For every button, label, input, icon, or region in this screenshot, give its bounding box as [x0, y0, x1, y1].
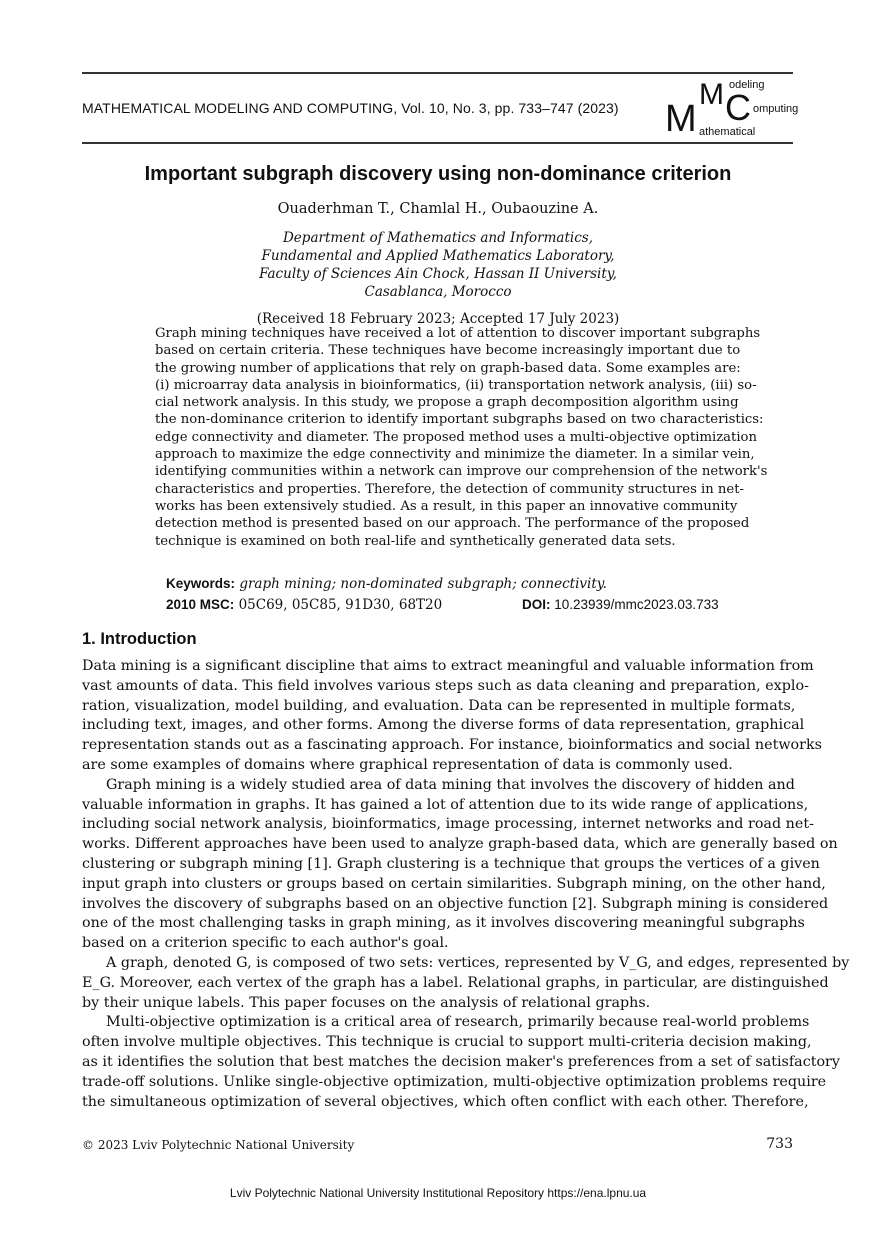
paragraph-line: ration, visualization, model building, and evaluation. Data can be represented in multiple formats, [82, 697, 796, 714]
affiliation-line: Faculty of Sciences Ain Chock, Hassan II University, [259, 266, 617, 282]
paragraph-line: are some examples of domains where graphical representation of data is commonly used. [82, 756, 733, 773]
abstract-line: based on certain criteria. These techniques have become increasingly important due to [155, 343, 741, 359]
logo-text: omputing [753, 103, 799, 115]
received-dates: (Received 18 February 2023; Accepted 17 July 2023) [256, 311, 620, 327]
paragraph-line: representation stands out as a fascinating approach. For instance, bioinformatics and social networks [82, 737, 822, 754]
paragraph-line: Graph mining is a widely studied area of data mining that involves the discovery of hidden and [106, 776, 795, 793]
paragraph-line: clustering or subgraph mining [1]. Graph clustering is a technique that groups the vertices of a given [82, 855, 820, 872]
paragraph-line: the simultaneous optimization of several objectives, which often conflict with each other. Therefore, [82, 1093, 809, 1110]
abstract-line: Graph mining techniques have received a lot of attention to discover important subgraphs [155, 326, 761, 341]
paragraph-line: often involve multiple objectives. This technique is crucial to support multi-criteria decision making, [82, 1034, 812, 1051]
journal-header: MATHEMATICAL MODELING AND COMPUTING, Vol. 10, No. 3, pp. 733–747 (2023) [82, 100, 619, 116]
authors: Ouaderhman T., Chamlal H., Oubaouzine A. [277, 201, 599, 217]
affiliation-line: Department of Mathematics and Informatics, [282, 230, 593, 246]
msc-value: 05C69, 05C85, 91D30, 68T20 [238, 597, 443, 613]
journal-logo [665, 78, 799, 140]
abstract-line: (i) microarray data analysis in bioinformatics, (ii) transportation network analysis, (iii) so- [155, 377, 757, 393]
logo-text: odeling [729, 79, 765, 91]
abstract [155, 325, 768, 550]
keywords-value: graph mining; non-dominated subgraph; connectivity. [239, 576, 607, 592]
affiliation-line: Fundamental and Applied Mathematics Laboratory, [261, 248, 615, 264]
abstract-line: technique is examined on both real-life and synthetically generated data sets. [155, 533, 676, 549]
abstract-line: approach to maximize the edge connectivity and minimize the diameter. In a similar vein, [155, 447, 755, 463]
paragraph-line: vast amounts of data. This field involves various steps such as data cleaning and preparation, explo- [82, 677, 809, 694]
abstract-line: detection method is presented based on our approach. The performance of the proposed [155, 516, 750, 532]
page-number: 733 [766, 1136, 793, 1152]
logo-letter: M [665, 98, 697, 140]
paragraph-line: by their unique labels. This paper focuses on the analysis of relational graphs. [82, 994, 651, 1011]
abstract-line: cial network analysis. In this study, we propose a graph decomposition algorithm using [155, 395, 739, 411]
keywords [166, 576, 607, 592]
affiliation-line: Casablanca, Morocco [364, 284, 512, 300]
paragraph-line: including text, images, and other forms. Among the diverse forms of data representation, graphical [82, 717, 805, 734]
paragraph-line: one of the most challenging tasks in graph mining, as it involves discovering meaningful subgraphs [82, 915, 805, 932]
abstract-line: identifying communities within a network can improve our comprehension of the network's [155, 464, 768, 480]
doi [522, 597, 719, 612]
logo-letter: C [725, 87, 751, 128]
paragraph-line: Data mining is a significant discipline that aims to extract meaningful and valuable information from [82, 658, 814, 674]
abstract-line: edge connectivity and diameter. The proposed method uses a multi-objective optimization [155, 429, 757, 445]
paragraph-line: including social network analysis, bioinformatics, image processing, internet networks and road net- [82, 816, 814, 833]
paragraph-line: valuable information in graphs. It has gained a lot of attention due to its wide range of applications, [82, 796, 809, 813]
paragraph-line: involves the discovery of subgraphs based on an objective function [2]. Subgraph mining is considered [82, 895, 829, 912]
paragraph-line: Multi-objective optimization is a critical area of research, primarily because real-world problems [106, 1014, 810, 1031]
doi-label: DOI: [522, 597, 551, 612]
abstract-line: the growing number of applications that rely on graph-based data. Some examples are: [155, 360, 741, 376]
abstract-line: works has been extensively studied. As a result, in this paper an innovative community [155, 498, 738, 514]
logo-text: athematical [699, 126, 756, 138]
copyright: © 2023 Lviv Polytechnic National University [82, 1138, 355, 1152]
paragraph-line: input graph into clusters or groups based on certain similarities. Subgraph mining, on the other hand, [82, 875, 826, 892]
logo-letter: M [699, 78, 724, 111]
repository-note: Lviv Polytechnic National University Institutional Repository https://ena.lpnu.ua [229, 1186, 647, 1200]
introduction-body [82, 657, 850, 1112]
msc [166, 597, 442, 613]
top-rule [82, 72, 793, 74]
doi-link[interactable]: 10.23939/mmc2023.03.733 [554, 597, 719, 612]
paragraph-line: trade-off solutions. Unlike single-objective optimization, multi-objective optimization problems require [82, 1073, 827, 1090]
paragraph-line: A graph, denoted G, is composed of two sets: vertices, represented by V_G, and edges, represented by [106, 954, 850, 971]
paragraph-line: works. Different approaches have been used to analyze graph-based data, which are generally based on [82, 836, 838, 853]
msc-label: 2010 MSC: [166, 597, 235, 612]
abstract-line: the non-dominance criterion to identify important subgraphs based on two characteristics: [155, 412, 764, 428]
paragraph-line: as it identifies the solution that best matches the decision maker's preferences from a set of satisfactory [82, 1053, 840, 1070]
header-bottom-rule [82, 142, 793, 144]
affiliation [0, 229, 876, 301]
paragraph-line: E_G. Moreover, each vertex of the graph has a label. Relational graphs, in particular, are distinguished [82, 974, 829, 991]
paper-title: Important subgraph discovery using non-dominance criterion [144, 163, 732, 185]
keywords-label: Keywords: [166, 576, 236, 591]
abstract-line: characteristics and properties. Therefore, the detection of community structures in net- [155, 481, 744, 497]
paragraph-line: based on a criterion specific to each author's goal. [82, 935, 449, 952]
section-heading: 1. Introduction [82, 630, 197, 648]
